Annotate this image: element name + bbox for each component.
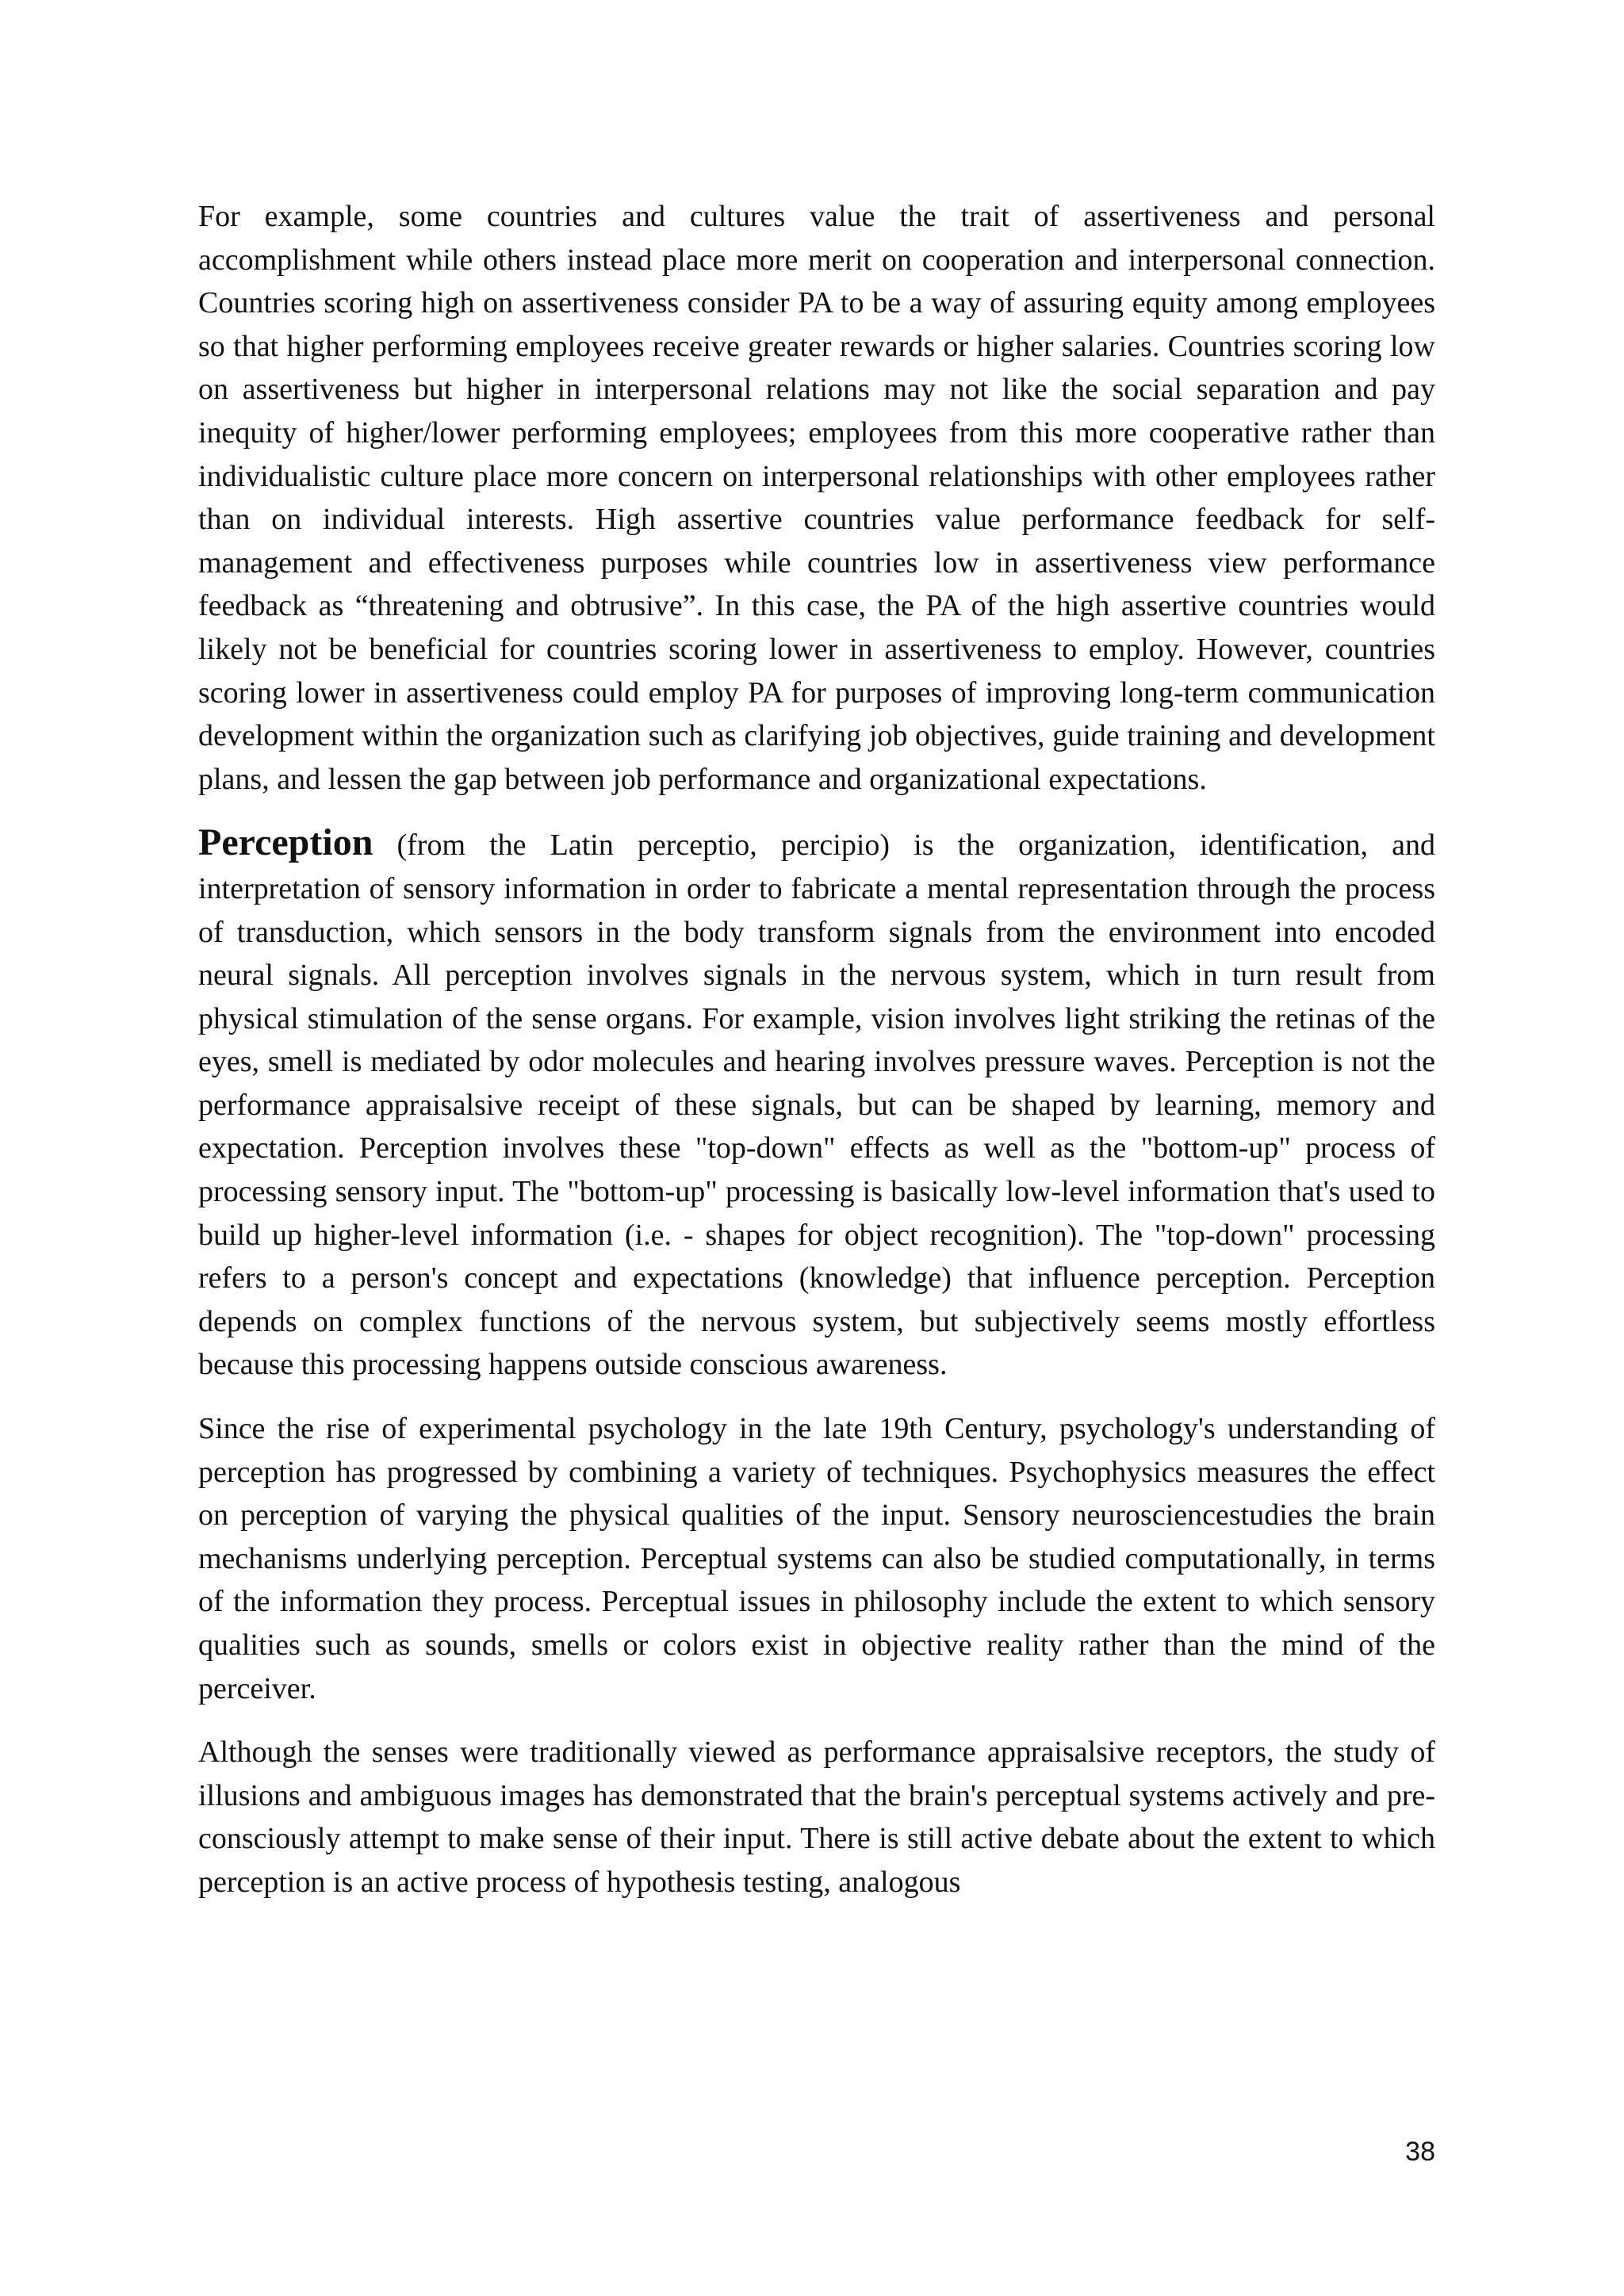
paragraph-text: Since the rise of experimental psychology in the late 19th Century, psychology's understanding of perception has progressed by combining a variety of techniques. Psychophysics measures the effect on perception of varying the physical qualities of the input. Sensory neurosciencestudies the brain mechanisms underlying perception. Perceptual systems can also be studied computationally, in terms of the information they process. Perceptual issues in philosophy include the extent to which sensory qualities such as sounds, smells or colors exist in objective reality rather than the mind of the perceiver. — [198, 1412, 1435, 1705]
paragraph-illusions — [198, 1731, 1435, 1904]
paragraph-history — [198, 1407, 1435, 1710]
paragraph-text: For example, some countries and cultures value the trait of assertiveness and personal accomplishment while others instead place more merit on cooperation and interpersonal connection. Countries scoring high on assertiveness consider PA to be a way of assuring equity among employees so that higher performing employees receive greater rewards or higher salaries. Countries scoring low on assertiveness but higher in interpersonal relations may not like the social separation and pay inequity of higher/lower performing employees; employees from this more cooperative rather than individualistic culture place more concern on interpersonal relationships with other employees rather than on individual interests. High assertive countries value performance feedback for self-management and effectiveness purposes while countries low in assertiveness view performance feedback as “threatening and obtrusive”. In this case, the PA of the high assertive countries would likely not be beneficial for countries scoring lower in assertiveness to employ. However, countries scoring lower in assertiveness could employ PA for purposes of improving long-term communication development within the organization such as clarifying job objectives, guide training and development plans, and lessen the gap between job performance and organizational expectations. — [198, 200, 1435, 796]
paragraph-perception-definition — [198, 821, 1435, 1387]
term-heading: Perception — [198, 821, 373, 864]
body-text — [198, 195, 1435, 1925]
paragraph-text: Although the senses were traditionally viewed as performance appraisalsive receptors, the study of illusions and ambiguous images has demonstrated that the brain's perceptual systems actively and pre-consciously attempt to make sense of their input. There is still active debate about the extent to which perception is an active process of hypothesis testing, analogous — [198, 1735, 1435, 1899]
paragraph-assertiveness — [198, 195, 1435, 801]
paragraph-text: (from the Latin perceptio, percipio) is the organization, identification, and interpretation of sensory information in order to fabricate a mental representation through the process of transduction, which sensors in the body transform signals from the environment into encoded neural signals. All perception involves signals in the nervous system, which in turn result from physical stimulation of the sense organs. For example, vision involves light striking the retinas of the eyes, smell is mediated by odor molecules and hearing involves pressure waves. Perception is not the performance appraisalsive receipt of these signals, but can be shaped by learning, memory and expectation. Perception involves these "top-down" effects as well as the "bottom-up" process of processing sensory input. The "bottom-up" processing is basically low-level information that's used to build up higher-level information (i.e. - shapes for object recognition). The "top-down" processing refers to a person's concept and expectations (knowledge) that influence perception. Perception depends on complex functions of the nervous system, but subjectively seems mostly effortless because this processing happens outside conscious awareness. — [198, 828, 1435, 1382]
page-number: 38 — [1405, 2137, 1435, 2167]
